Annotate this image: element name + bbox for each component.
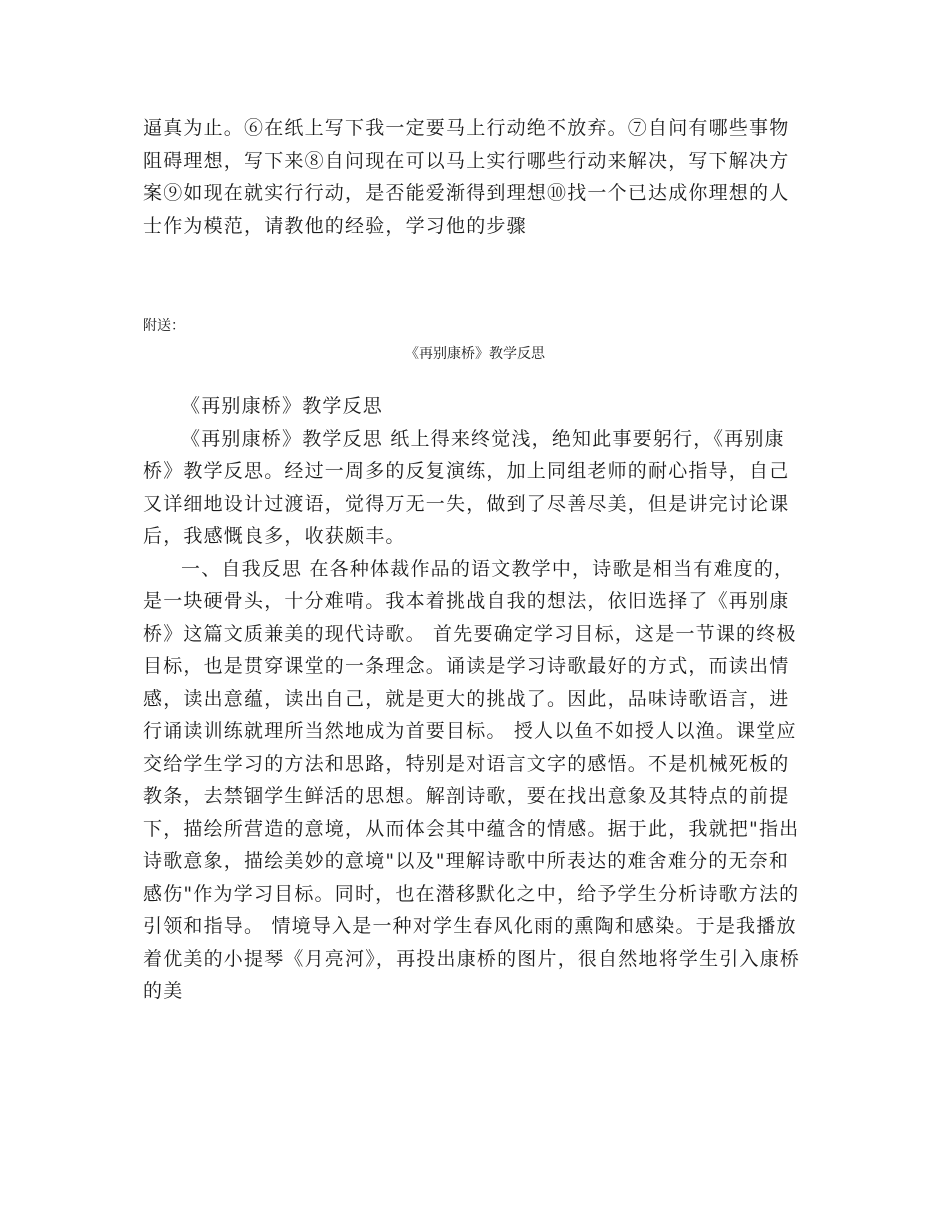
body-paragraph: 一、自我反思 在各种体裁作品的语文教学中，诗歌是相当有难度的，是一块硬骨头，十分难啃。我本着挑战自我的想法，依旧选择了《再别康桥》这篇文质兼美的现代诗歌。 首先要确定学习目标，这是一节课的终极目标，也是贯穿课堂的一条理念。诵读是学习诗歌最好的方式，而读出情感，读出意蕴，读出自己，就是更大的挑战了。因此，品味诗歌语言，进行诵读训练就理所当然地成为首要目标。 授人以鱼不如授人以渔。课堂应交给学生学习的方法和思路，特别是对语言文字的感悟。不是机械死板的教条，去禁锢学生鲜活的思想。解剖诗歌，要在找出意象及其特点的前提下，描绘所营造的意境，从而体会其中蕴含的情感。据于此，我就把"指出诗歌意象，描绘美妙的意境"以及"理解诗歌中所表达的难舍难分的无奈和感伤"作为学习目标。同时，也在潜移默化之中，给予学生分析诗歌方法的引领和指导。 情境导入是一种对学生春风化雨的熏陶和感染。于是我播放着优美的小提琴《月亮河》，再投出康桥的图片，很自然地将学生引入康桥的美 — [143, 557, 801, 1002]
body-paragraph: 《再别康桥》教学反思 纸上得来终觉浅，绝知此事要躬行，《再别康桥》教学反思。经过一周多的反复演练，加上同组老师的耐心指导，自己又详细地设计过渡语，觉得万无一失，做到了尽善尽美，但是讲完讨论课后，我感慨良多，收获颇丰。 — [143, 427, 790, 547]
section-heading: 《再别康桥》教学反思 — [181, 395, 384, 417]
intro-paragraph: 逼真为止。⑥在纸上写下我一定要马上行动绝不放弃。⑦自问有哪些事物阻碍理想，写下来⑧自问现在可以马上实行哪些行动来解决，写下解决方案⑨如现在就实行行动，是否能爱渐得到理想⑩找一个已达成你理想的人士作为模范，请教他的经验，学习他的步骤 — [143, 117, 790, 237]
appendix-title: 《再别康桥》教学反思 — [405, 346, 545, 362]
appendix-label: 附送： — [143, 318, 185, 334]
article-body — [143, 390, 808, 1008]
intro-block — [143, 112, 808, 242]
